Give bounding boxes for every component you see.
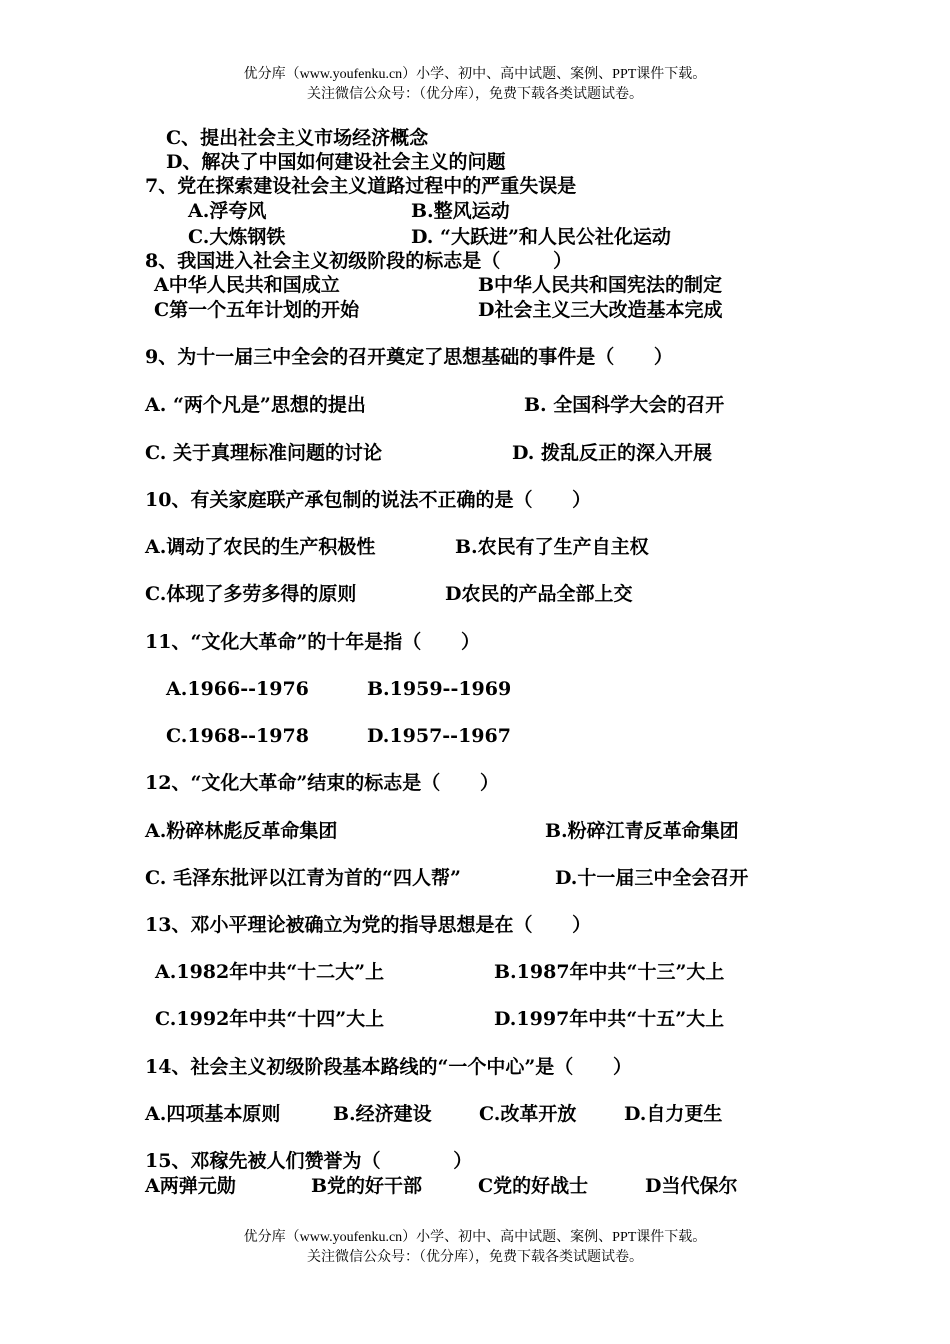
q14-option-a: A.四项基本原则 xyxy=(145,1103,281,1125)
q8-option-a: A中华人民共和国成立 xyxy=(154,274,340,296)
q9-stem: 9、为十一届三中全会的召开奠定了思想基础的事件是（ ） xyxy=(145,346,673,368)
q8-stem: 8、我国进入社会主义初级阶段的标志是（ ） xyxy=(145,250,573,272)
q12-option-c: C. 毛泽东批评以江青为首的“四人帮” xyxy=(145,867,461,889)
q13-stem: 13、邓小平理论被确立为党的指导思想是在（ ） xyxy=(145,914,592,936)
q12-option-d: D.十一届三中全会召开 xyxy=(555,867,749,889)
q8-option-d: D社会主义三大改造基本完成 xyxy=(478,299,723,321)
q9-option-a: A. “两个凡是”思想的提出 xyxy=(145,394,366,416)
q7-option-d: D. “大跃进”和人民公社化运动 xyxy=(411,226,671,248)
q15-stem: 15、邓稼先被人们赞誉为（ ） xyxy=(145,1150,473,1172)
q9-option-b: B. 全国科学大会的召开 xyxy=(524,394,725,416)
q12-option-b: B.粉碎江青反革命集团 xyxy=(545,820,739,842)
footer-line-2: 关注微信公众号：（优分库），免费下载各类试题试卷。 xyxy=(307,1250,643,1265)
q9-option-c: C. 关于真理标准问题的讨论 xyxy=(145,442,383,464)
q12-stem: 12、“文化大革命”结束的标志是（ ） xyxy=(145,772,499,794)
q11-option-c: C.1968--1978 xyxy=(166,725,309,747)
q10-stem: 10、有关家庭联产承包制的说法不正确的是（ ） xyxy=(145,489,592,511)
q14-option-c: C.改革开放 xyxy=(479,1103,577,1125)
q11-option-d: D.1957--1967 xyxy=(367,725,511,747)
q9-option-d: D. 拨乱反正的深入开展 xyxy=(512,442,713,464)
q11-option-b: B.1959--1969 xyxy=(367,678,512,700)
q7-option-b: B.整风运动 xyxy=(411,200,510,222)
q7-option-c: C.大炼钢铁 xyxy=(188,226,286,248)
footer-line-1: 优分库（www.youfenku.cn）小学、初中、高中试题、案例、PPT课件下载。 xyxy=(243,1230,707,1245)
q15-option-c: C党的好战士 xyxy=(478,1175,589,1197)
q10-option-d: D农民的产品全部上交 xyxy=(445,583,633,605)
q8-option-b: B中华人民共和国宪法的制定 xyxy=(478,274,723,296)
q15-option-a: A两弹元勋 xyxy=(145,1175,236,1197)
q12-option-a: A.粉碎林彪反革命集团 xyxy=(145,820,338,842)
q15-option-b: B党的好干部 xyxy=(311,1175,423,1197)
q13-option-b: B.1987年中共“十三”大上 xyxy=(494,961,725,983)
q8-option-c: C第一个五年计划的开始 xyxy=(154,299,360,321)
q15-option-d: D当代保尔 xyxy=(645,1175,738,1197)
q14-option-b: B.经济建设 xyxy=(333,1103,432,1125)
q11-option-a: A.1966--1976 xyxy=(166,678,309,700)
q14-option-d: D.自力更生 xyxy=(624,1103,723,1125)
q10-option-a: A.调动了农民的生产积极性 xyxy=(145,536,376,558)
q13-option-a: A.1982年中共“十二大”上 xyxy=(155,961,385,983)
header-line-2: 关注微信公众号：（优分库），免费下载各类试题试卷。 xyxy=(307,87,643,102)
q6-option-d: D、解决了中国如何建设社会主义的问题 xyxy=(166,151,506,173)
q7-option-a: A.浮夸风 xyxy=(188,200,267,222)
q11-stem: 11、“文化大革命”的十年是指（ ） xyxy=(145,631,480,653)
q14-stem: 14、社会主义初级阶段基本路线的“一个中心”是（ ） xyxy=(145,1056,632,1078)
q7-stem: 7、党在探索建设社会主义道路过程中的严重失误是 xyxy=(145,175,577,197)
header-line-1: 优分库（www.youfenku.cn）小学、初中、高中试题、案例、PPT课件下载。 xyxy=(243,67,707,82)
q10-option-c: C.体现了多劳多得的原则 xyxy=(145,583,357,605)
q13-option-c: C.1992年中共“十四”大上 xyxy=(155,1008,385,1030)
q10-option-b: B.农民有了生产自主权 xyxy=(455,536,649,558)
q13-option-d: D.1997年中共“十五”大上 xyxy=(494,1008,725,1030)
q6-option-c: C、提出社会主义市场经济概念 xyxy=(166,127,429,149)
